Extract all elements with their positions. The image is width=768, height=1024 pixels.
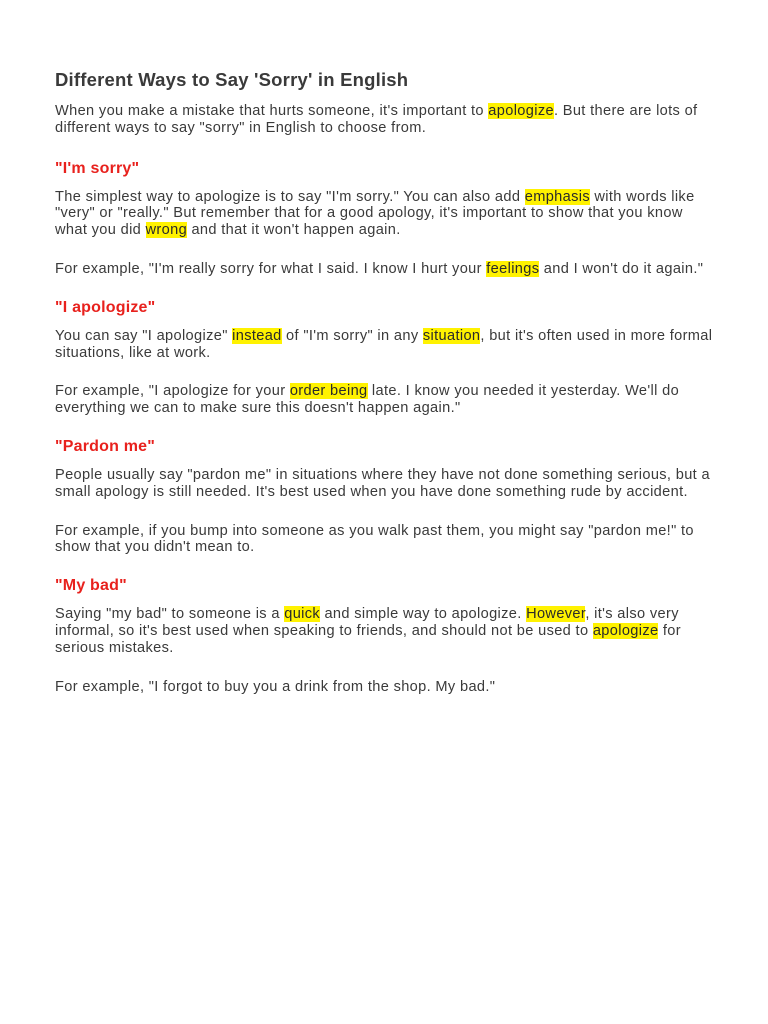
text-segment: for serious mistakes.	[55, 622, 681, 656]
section-paragraph	[55, 189, 715, 239]
highlighted-term: wrong	[145, 222, 188, 239]
highlighted-term: order being	[289, 383, 368, 400]
text-segment: late. I know you needed it yesterday. We'll do everything we can to make sure this doesn't happen again."	[55, 383, 680, 417]
text-segment: and simple way to apologize.	[320, 606, 527, 623]
highlighted-term: emphasis	[524, 188, 590, 205]
text-segment: For example, if you bump into someone as you walk past them, you might say "pardon me!" to show that you didn't mean to.	[55, 522, 694, 556]
text-segment: The simplest way to apologize is to say "I'm sorry." You can also add	[55, 188, 525, 205]
text-segment: and that it won't happen again.	[187, 222, 401, 239]
text-segment: You can say "I apologize"	[55, 327, 233, 344]
example-paragraph	[55, 523, 715, 557]
text-segment: . But there are lots of different ways to say "sorry" in English to choose from.	[55, 103, 698, 136]
highlighted-term: situation	[422, 327, 481, 344]
text-segment: , it's also very informal, so it's best used when speaking to friends, and should not be used to	[55, 606, 679, 639]
highlighted-term: However	[526, 606, 586, 623]
text-segment: of "I'm sorry" in any	[281, 327, 423, 344]
text-segment: People usually say "pardon me" in situations where they have not done something serious, but a small apology is still needed. It's best used when you have done something rude by accident.	[55, 466, 710, 500]
highlighted-term: instead	[232, 327, 282, 344]
section-paragraph	[55, 467, 715, 501]
sections-container	[55, 159, 715, 696]
section-heading: "I'm sorry"	[55, 159, 140, 177]
example-paragraph	[55, 261, 715, 278]
document-page	[55, 68, 715, 715]
highlighted-term: apologize	[488, 103, 554, 119]
section-heading: "I apologize"	[55, 298, 156, 316]
intro-paragraph	[55, 103, 715, 137]
text-segment: For example, "I'm really sorry for what I said. I know I hurt your	[55, 260, 487, 277]
highlighted-term: feelings	[486, 260, 540, 277]
text-segment: , but it's often used in more formal situations, like at work.	[55, 327, 713, 361]
highlighted-term: quick	[284, 606, 321, 623]
text-segment: For example, "I apologize for your	[55, 383, 290, 400]
page-title: Different Ways to Say 'Sorry' in English	[55, 69, 409, 90]
text-segment: When you make a mistake that hurts someone, it's important to	[55, 103, 489, 119]
text-segment: For example, "I forgot to buy you a drink from the shop. My bad."	[55, 678, 496, 695]
highlighted-term: apologize	[592, 622, 659, 639]
section-heading: "My bad"	[55, 577, 127, 595]
section-heading: "Pardon me"	[55, 437, 156, 455]
example-paragraph	[55, 383, 715, 417]
example-paragraph	[55, 679, 715, 696]
text-segment: and I won't do it again."	[539, 260, 704, 277]
section-paragraph	[55, 328, 715, 362]
section-paragraph	[55, 606, 715, 656]
text-segment: Saying "my bad" to someone is a	[55, 606, 285, 623]
text-segment: with words like "very" or "really." But remember that for a good apology, it's important to show that you know what you did	[55, 188, 695, 239]
